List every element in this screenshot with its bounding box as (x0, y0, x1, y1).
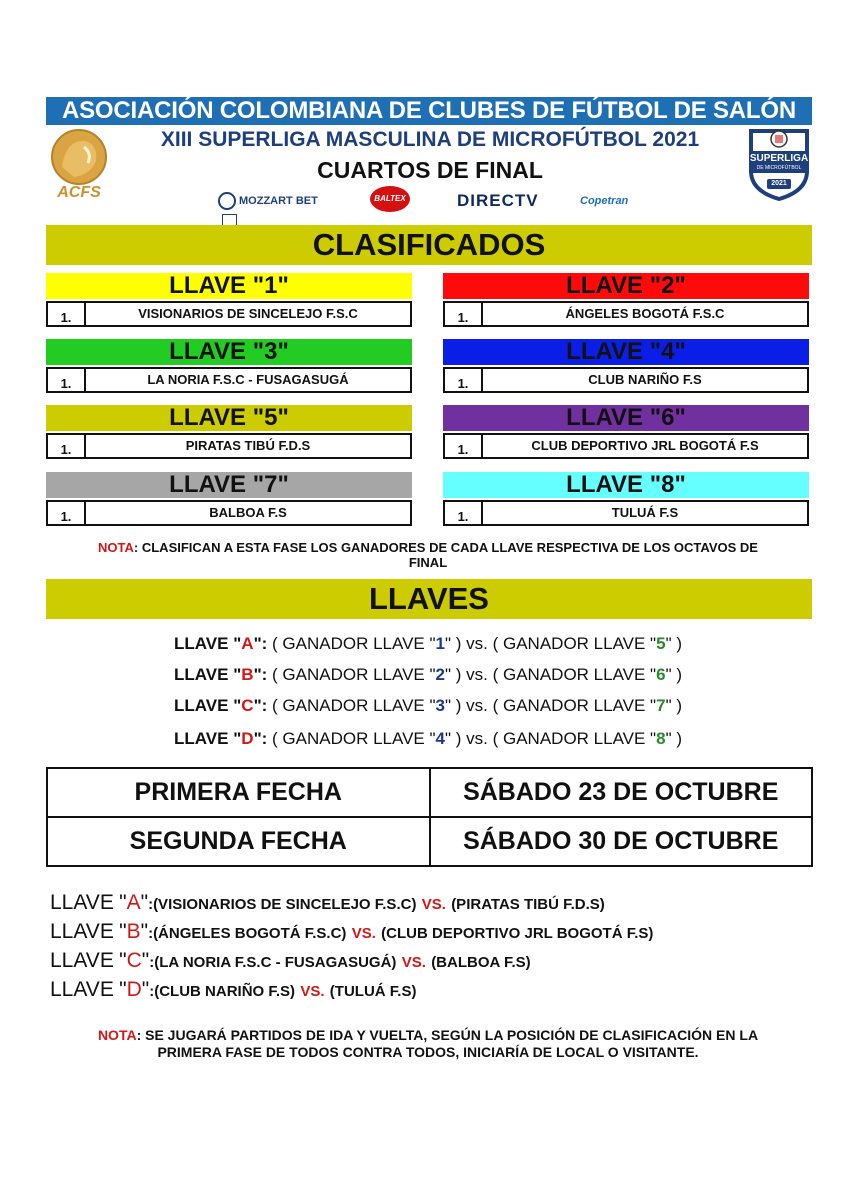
association-title: ASOCIACIÓN COLOMBIANA DE CLUBES DE FÚTBOL DE SALÓN (46, 97, 812, 125)
llave-letter: D (241, 729, 254, 748)
right-llave: 8 (656, 729, 666, 748)
matchup-line: LLAVE "C": ( GANADOR LLAVE "3" ) vs. ( GANADOR LLAVE "7" ) (174, 696, 682, 715)
home-team: (ÁNGELES BOGOTÁ F.S.C) (153, 925, 347, 942)
team-row (443, 367, 809, 393)
date-row-2 (48, 816, 811, 865)
llave-word: LLAVE (50, 949, 114, 972)
llave-letter: C (126, 949, 142, 972)
clasificados-note (80, 540, 776, 570)
sponsor-mozzart (218, 190, 318, 212)
left-llave: 2 (435, 665, 445, 684)
team-position: 1. (48, 502, 86, 524)
away-team: (BALBOA F.S) (431, 954, 531, 971)
llave-word: LLAVE (50, 920, 114, 943)
team-name: LA NORIA F.S.C - FUSAGASUGÁ (147, 372, 349, 387)
llave-letter: B (241, 665, 254, 684)
right-llave: 5 (656, 634, 666, 653)
team-name: ÁNGELES BOGOTÁ F.S.C (565, 306, 725, 321)
team-row (46, 367, 412, 393)
llave-header: LLAVE "6" (443, 405, 809, 431)
llave-header: LLAVE "8" (443, 472, 809, 498)
llave-word: LLAVE (50, 891, 114, 914)
superliga-logo-year: 2021 (771, 180, 787, 187)
left-llave: 3 (435, 696, 445, 715)
ganador-word: GANADOR LLAVE (502, 696, 646, 715)
clasificados-banner: CLASIFICADOS (46, 225, 812, 265)
llave-word: LLAVE (174, 634, 229, 653)
final-matchup: LLAVE "C":(LA NORIA F.S.C - FUSAGASUGÁ) VS. (BALBOA F.S) (50, 949, 531, 972)
team-row (443, 433, 809, 459)
final-note-label: NOTA (97, 1027, 137, 1043)
llave-header: LLAVE "3" (46, 339, 412, 365)
date-label: SEGUNDA FECHA (129, 827, 347, 855)
llave-group (443, 273, 809, 327)
llave-group (46, 339, 412, 393)
vs-word: VS. (401, 954, 426, 971)
vs-word: vs. (466, 665, 488, 684)
llave-header: LLAVE "7" (46, 472, 412, 498)
ganador-word: GANADOR LLAVE (502, 634, 646, 653)
team-name: BALBOA F.S (209, 505, 287, 520)
team-position: 1. (445, 369, 483, 391)
team-row (443, 301, 809, 327)
acfs-logo (44, 127, 114, 203)
date-value: SÁBADO 23 DE OCTUBRE (429, 769, 812, 816)
team-row (46, 500, 412, 526)
vs-word: vs. (466, 634, 488, 653)
llave-header: LLAVE "5" (46, 405, 412, 431)
matchup-line: LLAVE "A": ( GANADOR LLAVE "1" ) vs. ( GANADOR LLAVE "5" ) (174, 634, 682, 653)
final-matchup: LLAVE "D":(CLUB NARIÑO F.S) VS. (TULUÁ F.S) (50, 978, 417, 1001)
team-position: 1. (445, 502, 483, 524)
llave-word: LLAVE (174, 665, 229, 684)
llave-word: LLAVE (174, 729, 229, 748)
llave-letter: A (126, 891, 141, 914)
vs-word: VS. (351, 925, 376, 942)
left-llave: 4 (435, 729, 445, 748)
llave-letter: B (126, 920, 141, 943)
ganador-word: GANADOR LLAVE (502, 665, 646, 684)
llave-word: LLAVE (50, 978, 114, 1001)
acfs-logo-text: ACFS (57, 184, 101, 201)
final-note-text: : SE JUGARÁ PARTIDOS DE IDA Y VUELTA, SEGÚN LA POSICIÓN DE CLASIFICACIÓN EN LA PRIMERA FASE DE TODOS CONTRA TODOS, INICIARÍA DE LOCAL O VISITANTE. (136, 1027, 759, 1060)
matchup-line: LLAVE "B": ( GANADOR LLAVE "2" ) vs. ( GANADOR LLAVE "6" ) (174, 665, 682, 684)
ganador-word: GANADOR LLAVE (282, 665, 425, 684)
llave-group (443, 339, 809, 393)
llave-word: LLAVE (174, 696, 229, 715)
team-name: VISIONARIOS DE SINCELEJO F.S.C (138, 306, 358, 321)
llave-group (443, 472, 809, 526)
vs-word: vs. (466, 696, 488, 715)
team-row (46, 433, 412, 459)
llave-header: LLAVE "4" (443, 339, 809, 365)
vs-word: vs. (466, 729, 488, 748)
away-team: (PIRATAS TIBÚ F.D.S) (451, 896, 605, 913)
llave-letter: C (241, 696, 254, 715)
ganador-word: GANADOR LLAVE (502, 729, 646, 748)
date-row-1 (48, 769, 811, 816)
left-llave: 1 (435, 634, 445, 653)
team-position: 1. (445, 435, 483, 457)
clasificados-note-text: : CLASIFICAN A ESTA FASE LOS GANADORES DE CADA LLAVE RESPECTIVA DE LOS OCTAVOS DE FINAL (133, 540, 758, 570)
away-team: (TULUÁ F.S) (329, 983, 417, 1000)
home-team: (LA NORIA F.S.C - FUSAGASUGÁ) (154, 954, 397, 971)
team-name: CLUB DEPORTIVO JRL BOGOTÁ F.S (531, 438, 759, 453)
team-position: 1. (48, 303, 86, 325)
clasificados-note-label: NOTA (98, 540, 134, 555)
team-position: 1. (48, 435, 86, 457)
ganador-word: GANADOR LLAVE (282, 696, 425, 715)
team-position: 1. (48, 369, 86, 391)
superliga-logo-line1: SUPERLIGA (749, 153, 809, 164)
team-name: TULUÁ F.S (611, 505, 679, 520)
team-name: CLUB NARIÑO F.S (588, 372, 702, 387)
llave-group (46, 472, 412, 526)
sponsor-mozzart-text: MOZZART BET (239, 195, 318, 207)
final-matchup: LLAVE "A":(VISIONARIOS DE SINCELEJO F.S.C) VS. (PIRATAS TIBÚ F.D.S) (50, 891, 605, 914)
ganador-word: GANADOR LLAVE (282, 729, 425, 748)
matchup-line: LLAVE "D": ( GANADOR LLAVE "4" ) vs. ( GANADOR LLAVE "8" ) (174, 729, 682, 748)
llave-header: LLAVE "2" (443, 273, 809, 299)
date-value: SÁBADO 30 DE OCTUBRE (429, 818, 812, 865)
tournament-title: XIII SUPERLIGA MASCULINA DE MICROFÚTBOL 2021 (160, 128, 700, 151)
team-name: PIRATAS TIBÚ F.D.S (185, 438, 311, 453)
superliga-logo (745, 125, 813, 201)
sponsor-copetran: Copetran (580, 195, 629, 207)
away-team: (CLUB DEPORTIVO JRL BOGOTÁ F.S) (381, 925, 654, 942)
vs-word: VS. (300, 983, 325, 1000)
llave-group (46, 405, 412, 459)
home-team: (CLUB NARIÑO F.S) (154, 983, 296, 1000)
llave-letter: D (126, 978, 142, 1001)
dates-table (46, 767, 813, 867)
right-llave: 7 (656, 696, 666, 715)
llave-group (443, 405, 809, 459)
llaves-banner: LLAVES (46, 579, 812, 619)
sponsor-directv: DIRECTV (457, 191, 539, 210)
llave-group (46, 273, 412, 327)
vs-word: VS. (421, 896, 446, 913)
date-label: PRIMERA FECHA (134, 778, 342, 806)
team-row (443, 500, 809, 526)
llave-letter: A (241, 634, 254, 653)
ganador-word: GANADOR LLAVE (282, 634, 425, 653)
sponsor-baltex: BALTEX (370, 186, 410, 212)
final-matchup: LLAVE "B":(ÁNGELES BOGOTÁ F.S.C) VS. (CLUB DEPORTIVO JRL BOGOTÁ F.S) (50, 920, 654, 943)
home-team: (VISIONARIOS DE SINCELEJO F.S.C) (153, 896, 417, 913)
final-note (70, 1027, 786, 1061)
llave-header: LLAVE "1" (46, 273, 412, 299)
stage-title: CUARTOS DE FINAL (317, 157, 543, 183)
team-position: 1. (445, 303, 483, 325)
superliga-logo-line2: DE MICROFÚTBOL (756, 165, 802, 171)
right-llave: 6 (656, 665, 666, 684)
team-row (46, 301, 412, 327)
